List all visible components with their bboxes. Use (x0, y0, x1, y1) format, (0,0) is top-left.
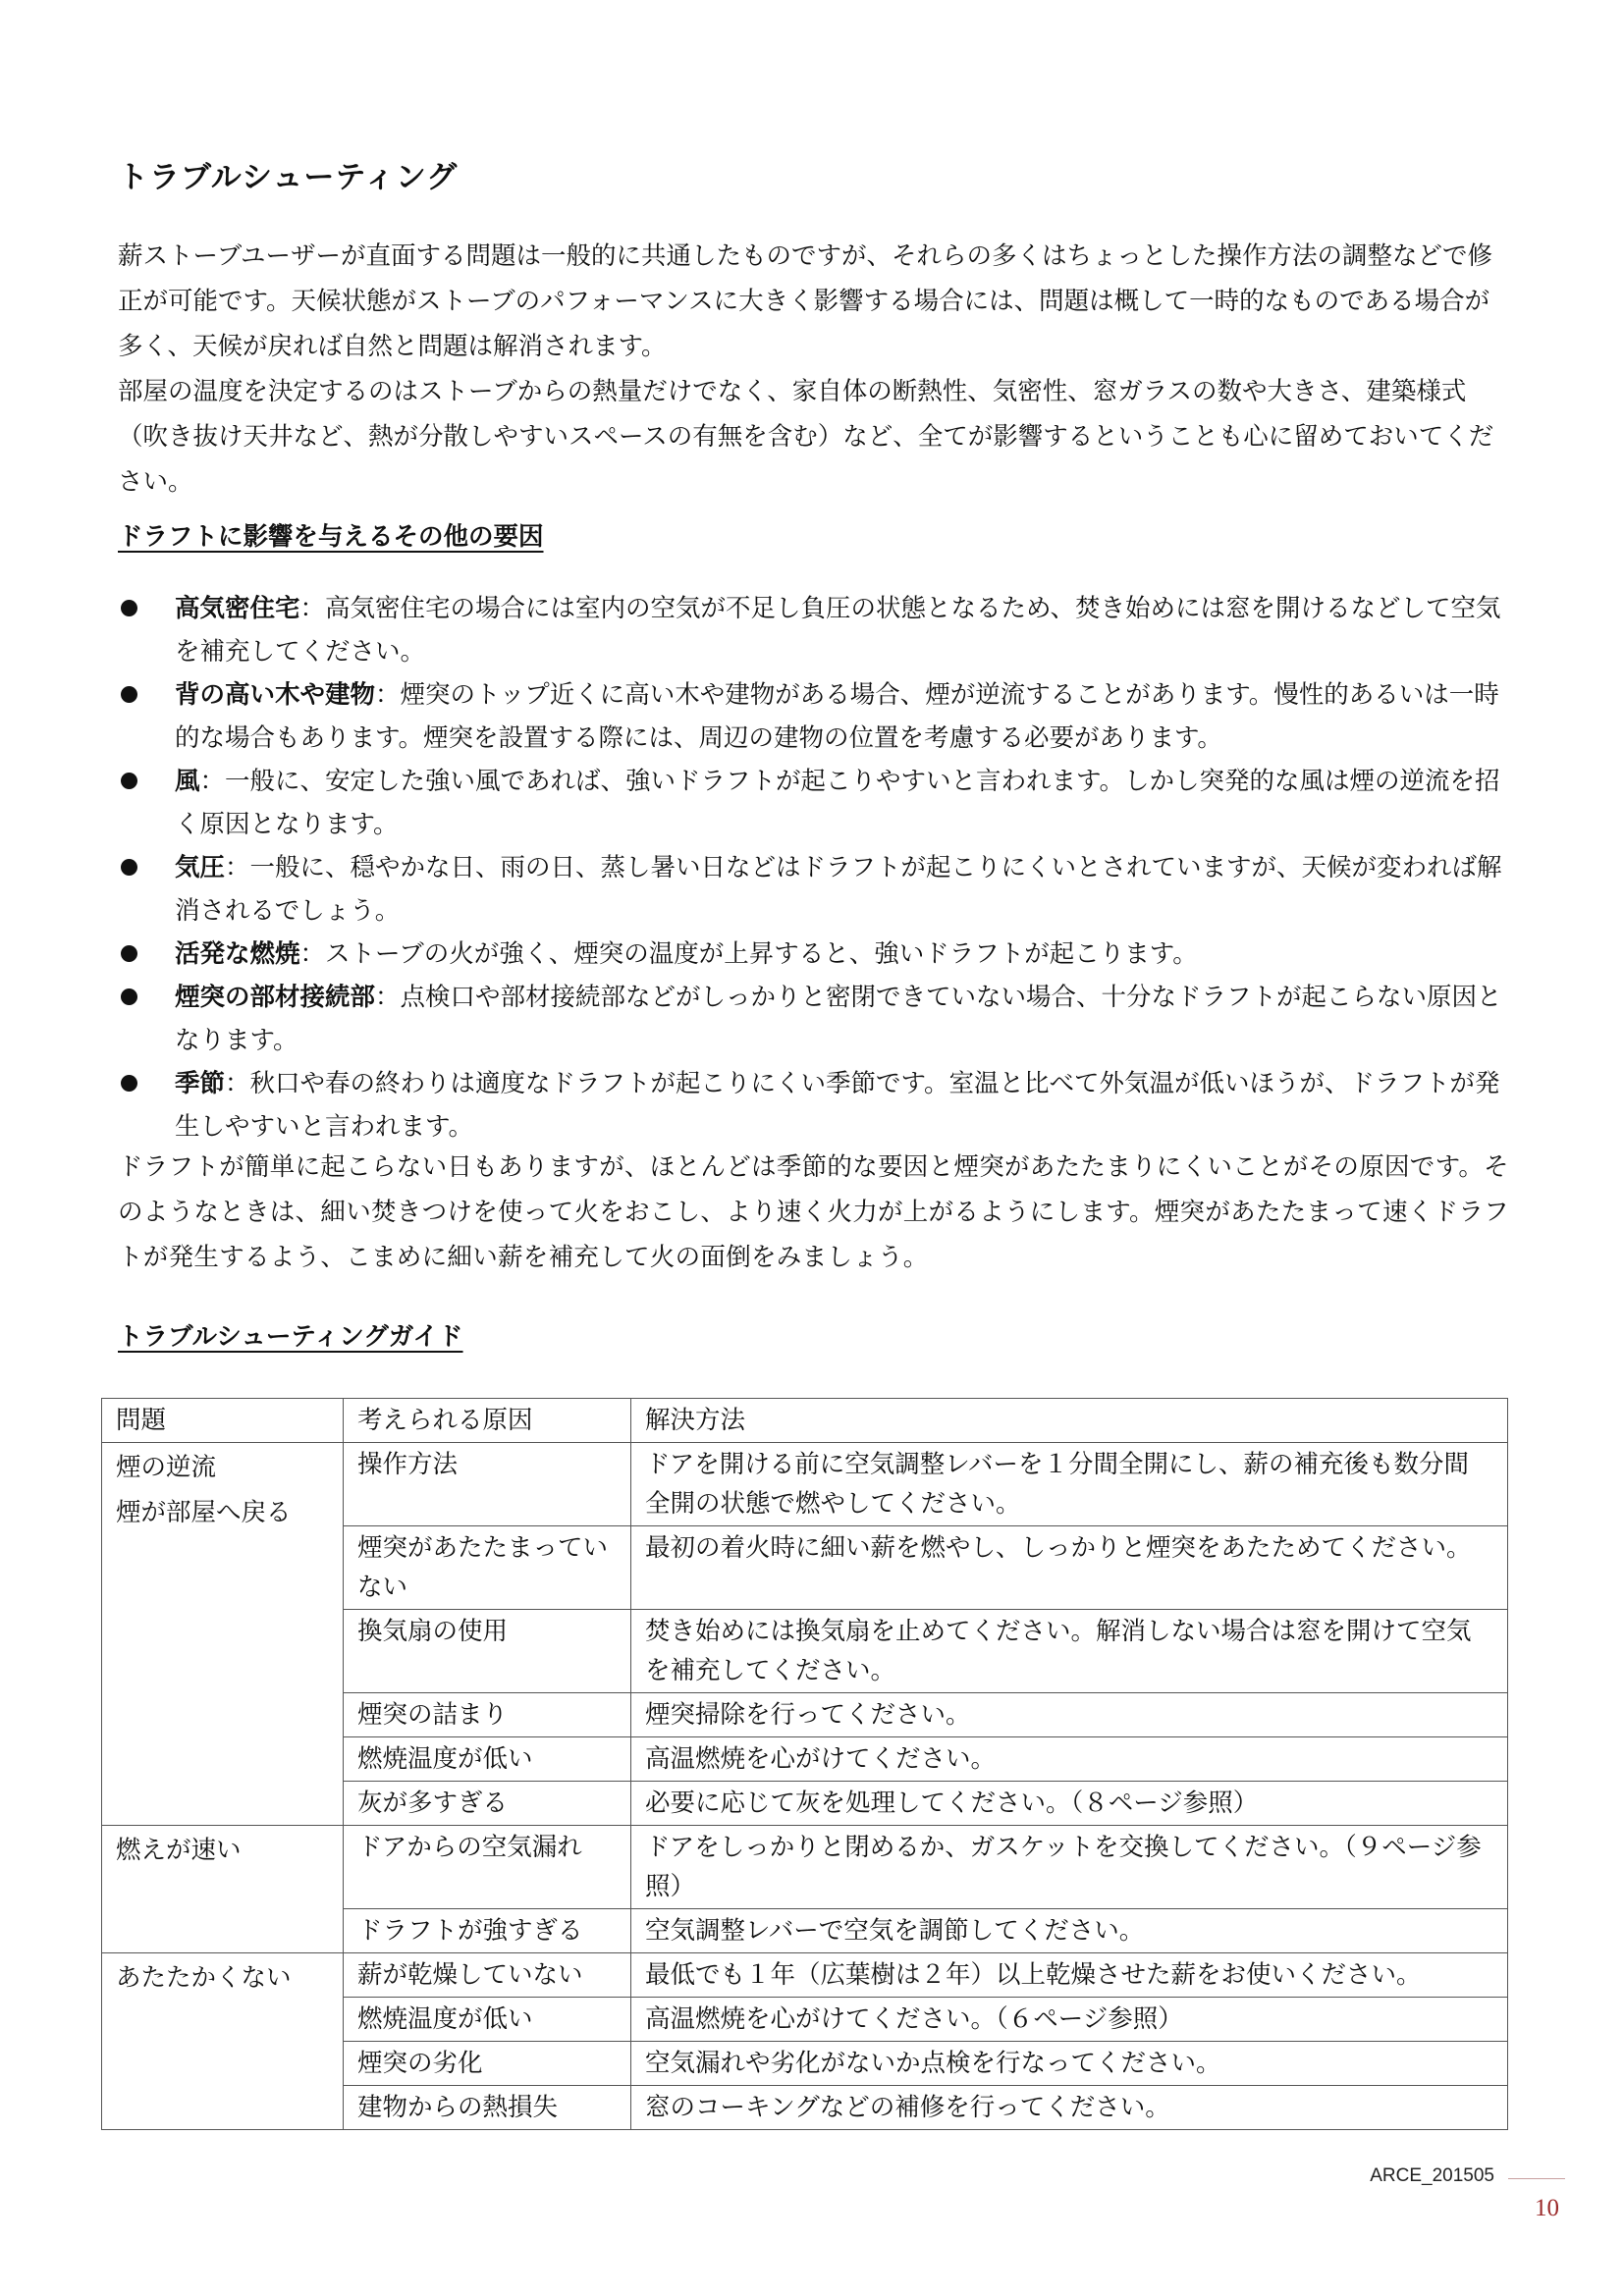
solution-cell: 空気調整レバーで空気を調節してください。 (631, 1909, 1508, 1953)
table-row (102, 1953, 1508, 1998)
bullet-icon (121, 773, 137, 789)
factor-term: 気圧 (175, 853, 226, 882)
solution-cell: ドアをしっかりと閉めるか、ガスケットを交換してください。（９ページ参照） (631, 1826, 1508, 1909)
factor-term: 煙突の部材接続部 (175, 983, 376, 1012)
problem-text: あたたかくない (116, 1963, 292, 1993)
problem-text: 燃えが速い (116, 1836, 242, 1865)
factor-item (118, 673, 1512, 760)
cause-cell: 煙突の劣化 (344, 2042, 631, 2086)
solution-cell: 高温燃焼を心がけてください。（６ページ参照） (631, 1998, 1508, 2042)
bullet-icon (121, 1075, 137, 1092)
draft-factor-list (118, 587, 1512, 1148)
solution-cell: 最低でも１年（広葉樹は２年）以上乾燥させた薪をお使いください。 (631, 1953, 1508, 1998)
table-row (102, 1443, 1508, 1526)
cause-cell: 建物からの熱損失 (344, 2086, 631, 2130)
bullet-icon (121, 859, 137, 876)
cause-cell: 煙突の詰まり (344, 1693, 631, 1737)
factor-item (118, 846, 1512, 933)
troubleshooting-table (101, 1398, 1508, 2130)
cause-cell: 操作方法 (344, 1443, 631, 1526)
bullet-icon (121, 600, 137, 616)
bullet-icon (121, 988, 137, 1005)
intro-paragraph-2: 部屋の温度を決定するのはストーブからの熱量だけでなく、家自体の断熱性、気密性、窓ガラスの数や大きさ、建築様式（吹き抜け天井など、熱が分散しやすいスペースの有無を含む）など、全てが影響するということも心に留めておいてください。 (118, 377, 1494, 497)
factor-description: ：高気密住宅の場合には室内の空気が不足し負圧の状態となるため、焚き始めには窓を開けるなどして空気を補充してください。 (175, 594, 1501, 667)
intro-text (118, 234, 1512, 505)
table-header-cell: 解決方法 (631, 1399, 1508, 1443)
section-heading-troubleshooting-guide: トラブルシューティングガイド (118, 1322, 463, 1352)
cause-cell: ドアからの空気漏れ (344, 1826, 631, 1909)
document-code: ARCE_201505 (1370, 2165, 1494, 2186)
cause-cell: 換気扇の使用 (344, 1610, 631, 1693)
factor-description: ：秋口や春の終わりは適度なドラフトが起こりにくい季節です。室温と比べて外気温が低いほうが、ドラフトが発生しやすいと言われます。 (175, 1069, 1500, 1142)
solution-cell: 最初の着火時に細い薪を燃やし、しっかりと煙突をあたためてください。 (631, 1526, 1508, 1610)
table-header-row (102, 1399, 1508, 1443)
factor-description: ：ストーブの火が強く、煙突の温度が上昇すると、強いドラフトが起こります。 (299, 939, 1198, 969)
problem-cell (102, 1443, 344, 1826)
factor-item (118, 760, 1512, 846)
factor-item (118, 587, 1512, 673)
table-header-cell: 考えられる原因 (344, 1399, 631, 1443)
intro-paragraph-1: 薪ストーブユーザーが直面する問題は一般的に共通したものですが、それらの多くはちょっとした操作方法の調整などで修正が可能です。天候状態がストーブのパフォーマンスに大きく影響する場合には、問題は概して一時的なものである場合が多く、天候が戻れば自然と問題は解消されます。 (118, 241, 1492, 361)
footer-divider (1508, 2178, 1565, 2179)
problem-cell (102, 1826, 344, 1953)
factor-item (118, 1062, 1512, 1148)
closing-paragraph: ドラフトが簡単に起こらない日もありますが、ほとんどは季節的な要因と煙突があたたまりにくいことがその原因です。そのようなときは、細い焚きつけを使って火をおこし、より速く火力が上がるようにします。煙突があたたまって速くドラフトが発生するよう、こまめに細い薪を補充して火の面倒をみましょう。 (118, 1152, 1509, 1272)
factor-description: ：一般に、穏やかな日、雨の日、蒸し暑い日などはドラフトが起こりにくいとされていますが、天候が変われば解消されるでしょう。 (175, 853, 1502, 926)
solution-cell: 高温燃焼を心がけてください。 (631, 1737, 1508, 1782)
cause-cell: ドラフトが強すぎる (344, 1909, 631, 1953)
solution-cell: 焚き始めには換気扇を止めてください。解消しない場合は窓を開けて空気を補充してください。 (631, 1610, 1508, 1693)
cause-cell: 燃焼温度が低い (344, 1737, 631, 1782)
factor-description: ：煙突のトップ近くに高い木や建物がある場合、煙が逆流することがあります。慢性的あるいは一時的な場合もあります。煙突を設置する際には、周辺の建物の位置を考慮する必要があります。 (175, 680, 1499, 753)
factor-description: ：点検口や部材接続部などがしっかりと密閉できていない場合、十分なドラフトが起こらない原因となります。 (175, 983, 1502, 1055)
solution-cell: 煙突掃除を行ってください。 (631, 1693, 1508, 1737)
table-row (102, 1826, 1508, 1909)
table-header-cell: 問題 (102, 1399, 344, 1443)
solution-cell: 空気漏れや劣化がないか点検を行なってください。 (631, 2042, 1508, 2086)
problem-text: 煙が部屋へ戻る (116, 1498, 292, 1527)
bullet-icon (121, 686, 137, 703)
factor-term: 高気密住宅 (175, 594, 300, 623)
cause-cell: 燃焼温度が低い (344, 1998, 631, 2042)
factor-item (118, 976, 1512, 1062)
page-number: 10 (1535, 2195, 1559, 2221)
cause-cell: 煙突があたたまっていない (344, 1526, 631, 1610)
factor-term: 風 (175, 767, 200, 796)
solution-cell: ドアを開ける前に空気調整レバーを１分間全開にし、薪の補充後も数分間全開の状態で燃やしてください。 (631, 1443, 1508, 1526)
factor-description: ：一般に、安定した強い風であれば、強いドラフトが起こりやすいと言われます。しかし突発的な風は煙の逆流を招く原因となります。 (175, 767, 1500, 839)
cause-cell: 薪が乾燥していない (344, 1953, 631, 1998)
factor-term: 活発な燃焼 (175, 939, 300, 969)
factor-term: 季節 (175, 1069, 226, 1098)
factor-term: 背の高い木や建物 (175, 680, 376, 710)
solution-cell: 窓のコーキングなどの補修を行ってください。 (631, 2086, 1508, 2130)
page-title: トラブルシューティング (118, 160, 459, 195)
problem-text: 煙の逆流 (116, 1453, 217, 1482)
bullet-icon (121, 945, 137, 962)
section-heading-draft-factors: ドラフトに影響を与えるその他の要因 (118, 522, 544, 552)
cause-cell: 灰が多すぎる (344, 1782, 631, 1826)
solution-cell: 必要に応じて灰を処理してください。（８ページ参照） (631, 1782, 1508, 1826)
factor-item (118, 933, 1512, 976)
problem-cell (102, 1953, 344, 2130)
